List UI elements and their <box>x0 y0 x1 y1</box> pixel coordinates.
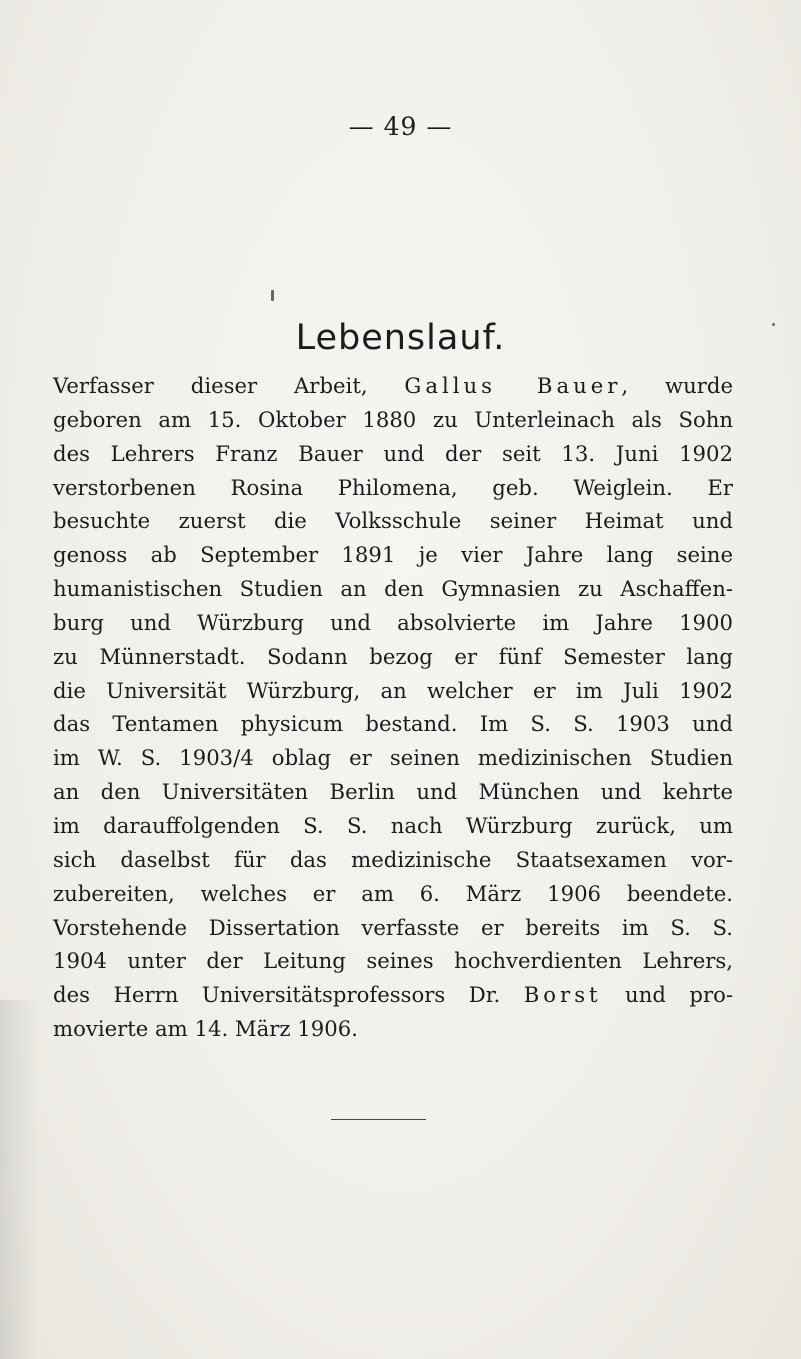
text-line: im darauffolgenden S. S. nach Würzburg zurück, um <box>53 812 733 838</box>
closing-rule <box>331 1119 426 1120</box>
paper-speck <box>271 290 274 301</box>
text-line: des Lehrers Franz Bauer und der seit 13. Juni 1902 <box>53 440 733 466</box>
text-line: humanistischen Studien an den Gymnasien zu Aschaffen- <box>53 576 733 602</box>
text-line: genoss ab September 1891 je vier Jahre lang seine <box>53 542 733 568</box>
professor-name: Borst <box>523 982 602 1008</box>
text-line: besuchte zuerst die Volksschule seiner Heimat und <box>53 508 733 534</box>
text-line: die Universität Würzburg, an welcher er im Juli 1902 <box>53 677 733 703</box>
text-line: sich daselbst für das medizinische Staatsexamen vor- <box>53 846 733 872</box>
text-line-last: movierte am 14. März 1906. <box>53 1016 358 1042</box>
text-line: des Herrn Universitätsprofessors Dr. Borst und pro- <box>53 982 733 1008</box>
page-shadow <box>0 1000 40 1359</box>
text-line: zu Münnerstadt. Sodann bezog er fünf Semester lang <box>53 643 733 669</box>
text-line: Vorstehende Dissertation verfasste er bereits im S. S. <box>53 914 733 940</box>
text-line: verstorbenen Rosina Philomena, geb. Weiglein. Er <box>53 474 733 500</box>
biography-paragraph <box>53 369 733 1046</box>
text-line: das Tentamen physicum bestand. Im S. S. 1903 und <box>53 711 733 737</box>
page-number: — 49 — <box>348 112 453 141</box>
text-line: Verfasser dieser Arbeit, Gallus Bauer, wurde <box>53 373 733 398</box>
text-line: burg und Würzburg und absolvierte im Jahre 1900 <box>53 609 733 635</box>
page-title: Lebenslauf. <box>295 318 506 358</box>
author-name: Gallus Bauer <box>404 373 622 398</box>
text-line: zubereiten, welches er am 6. März 1906 beendete. <box>53 880 733 906</box>
text-line: im W. S. 1903/4 oblag er seinen medizinischen Studien <box>53 745 733 771</box>
text-line: geboren am 15. Oktober 1880 zu Unterleinach als Sohn <box>53 406 733 432</box>
text-line: an den Universitäten Berlin und München und kehrte <box>53 779 733 805</box>
text-line: 1904 unter der Leitung seines hochverdienten Lehrers, <box>53 948 733 974</box>
